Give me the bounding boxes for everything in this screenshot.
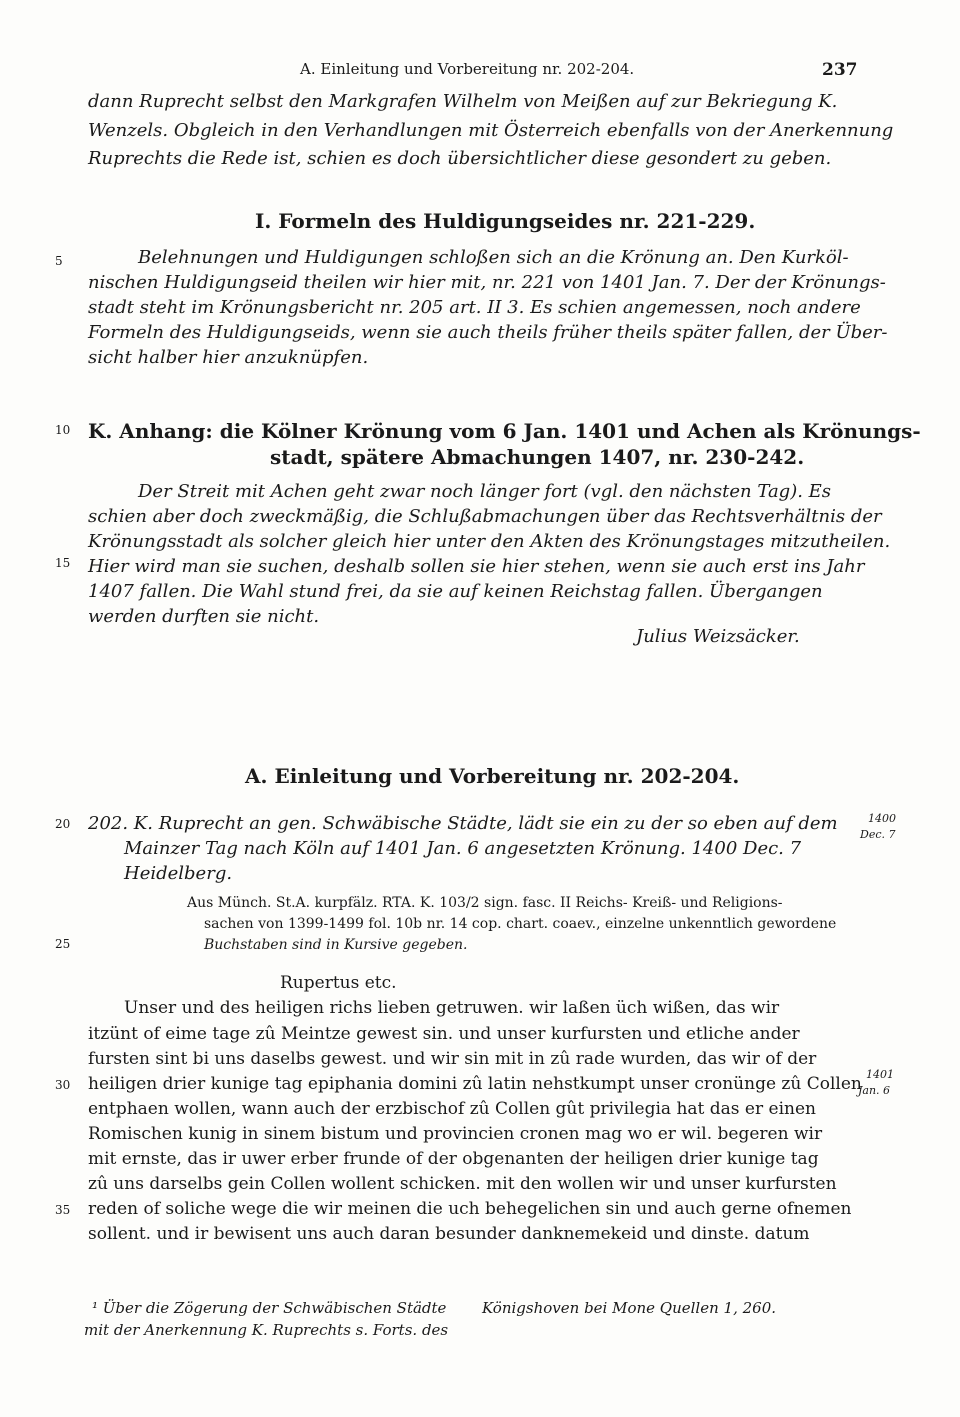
section-i-line: Belehnungen und Huldigungen schloßen sich an die Krönung an. Den Kurköl- (138, 247, 849, 268)
line-number: 25 (55, 937, 71, 951)
margin-date: Jan. 6 (858, 1084, 891, 1097)
page-number: 237 (822, 60, 858, 80)
intro-line: Wenzels. Obgleich in den Verhandlungen mit Österreich ebenfalls von der Anerkennung (88, 120, 894, 141)
line-number: 35 (55, 1203, 71, 1217)
intro-line: dann Ruprecht selbst den Markgrafen Wilhelm von Meißen auf zur Bekriegung K. (88, 91, 838, 112)
section-k-title-cont: stadt, spätere Abmachungen 1407, nr. 230-242. (270, 445, 805, 469)
line-number: 5 (55, 254, 63, 268)
margin-date: 1400 (868, 812, 896, 825)
section-i-title: I. Formeln des Huldigungseides nr. 221-229. (255, 209, 756, 233)
section-i-line: sicht halber hier anzuknüpfen. (88, 347, 369, 368)
section-k-line: werden durften sie nicht. (88, 606, 320, 627)
doc-202-heading-line: 202. K. Ruprecht an gen. Schwäbische Städte, lädt sie ein zu der so eben auf dem (88, 813, 838, 834)
section-k-title: K. Anhang: die Kölner Krönung vom 6 Jan. 1401 und Achen als Krönungs- (88, 419, 921, 443)
section-i-line: stadt steht im Krönungsbericht nr. 205 art. II 3. Es schien angemessen, noch andere (88, 297, 861, 318)
line-number: 15 (55, 556, 71, 570)
source-line: Aus Münch. St.A. kurpfälz. RTA. K. 103/2 sign. fasc. II Reichs- Kreiß- und Religions- (187, 895, 783, 911)
text-line: entphaen wollen, wann auch der erzbischof zû Collen gût privilegia hat das er einen (88, 1099, 816, 1119)
line-number: 20 (55, 817, 71, 831)
text-line: mit ernste, das ir uwer erber frunde of der obgenanten der heiligen drier kunige tag (88, 1149, 819, 1169)
line-number: 30 (55, 1078, 71, 1092)
line-number: 10 (55, 423, 71, 437)
margin-date: 1401 (866, 1068, 894, 1081)
text-line: Rupertus etc. (280, 973, 397, 993)
text-line: itzünt of eime tage zû Meintze gewest sin. und unser kurfursten und etliche ander (88, 1024, 800, 1044)
doc-202-heading-line: Heidelberg. (124, 863, 233, 884)
section-i-line: Formeln des Huldigungseids, wenn sie auch theils früher theils später fallen, der Über- (88, 322, 888, 343)
footnote-line: Königshoven bei Mone Quellen 1, 260. (482, 1299, 777, 1317)
section-k-line: Krönungsstadt als solcher gleich hier unter den Akten des Krönungstages mitzutheilen. (88, 531, 891, 552)
text-line: Romischen kunig in sinem bistum und provincien cronen mag wo er wil. begeren wir (88, 1124, 823, 1144)
text-line: fursten sint bi uns daselbs gewest. und wir sin mit in zû rade wurden, das wir of der (88, 1049, 817, 1069)
margin-date: Dec. 7 (860, 828, 896, 841)
source-line: Buchstaben sind in Kursive gegeben. (204, 937, 468, 953)
signature: Julius Weizsäcker. (636, 626, 800, 647)
section-k-line: Hier wird man sie suchen, deshalb sollen sie hier stehen, wenn sie auch erst ins Jahr (88, 556, 865, 577)
running-header: A. Einleitung und Vorbereitung nr. 202-204. (300, 60, 635, 78)
text-line: heiligen drier kunige tag epiphania domini zû latin nehstkumpt unser cronünge zû Collen (88, 1074, 862, 1094)
text-line: sollent. und ir bewisent uns auch daran besunder danknemekeid und dinste. datum (88, 1224, 810, 1244)
section-k-line: schien aber doch zweckmäßig, die Schlußabmachungen über das Rechtsverhältnis der (88, 506, 882, 527)
doc-202-heading-line: Mainzer Tag nach Köln auf 1401 Jan. 6 angesetzten Krönung. 1400 Dec. 7 (124, 838, 802, 859)
footnote-line: ¹ Über die Zögerung der Schwäbischen Städte (92, 1299, 447, 1317)
section-a-title: A. Einleitung und Vorbereitung nr. 202-204. (245, 764, 740, 788)
footnote-line: mit der Anerkennung K. Ruprechts s. Forts. des (84, 1321, 449, 1339)
section-i-line: nischen Huldigungseid theilen wir hier mit, nr. 221 von 1401 Jan. 7. Der der Krönungs- (88, 272, 886, 293)
section-k-line: 1407 fallen. Die Wahl stund frei, da sie auf keinen Reichstag fallen. Übergangen (88, 581, 823, 602)
text-line: reden of soliche wege die wir meinen die uch behegelichen sin und auch gerne ofnemen (88, 1199, 852, 1219)
section-k-line: Der Streit mit Achen geht zwar noch länger fort (vgl. den nächsten Tag). Es (138, 481, 832, 502)
intro-line: Ruprechts die Rede ist, schien es doch übersichtlicher diese gesondert zu geben. (88, 148, 832, 169)
source-line: sachen von 1399-1499 fol. 10b nr. 14 cop. chart. coaev., einzelne unkenntlich gewordene (204, 916, 837, 932)
text-line: zû uns darselbs gein Collen wollent schicken. mit den wollen wir und unser kurfursten (88, 1174, 837, 1194)
text-line: Unser und des heiligen richs lieben getruwen. wir laßen üch wißen, das wir (124, 998, 780, 1018)
